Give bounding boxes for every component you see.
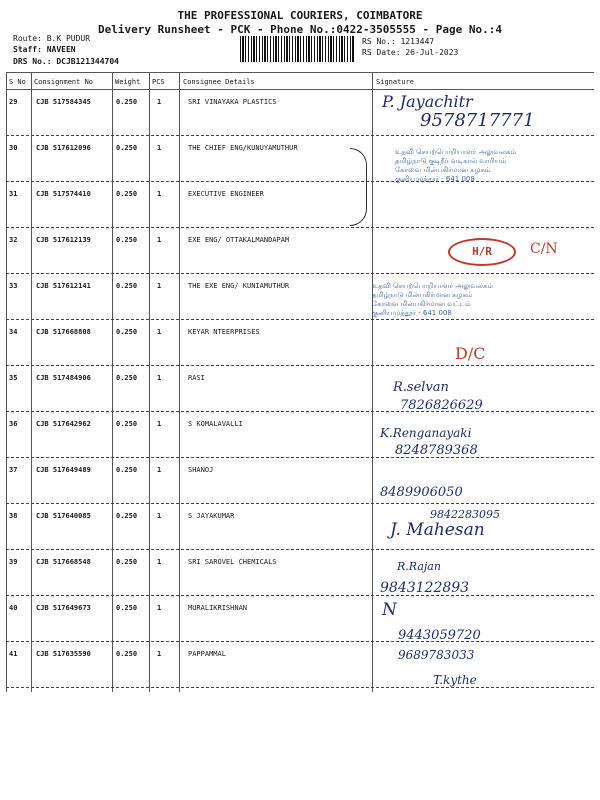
row-separator — [6, 365, 594, 366]
row-sno: 31 — [9, 190, 18, 198]
signature-38-name: J. Mahesan — [390, 520, 485, 540]
hr-circle-mark: H/R — [448, 238, 516, 266]
column-divider — [179, 72, 180, 692]
column-divider — [31, 72, 32, 692]
brace-mark — [350, 148, 367, 226]
signature-40-mark: N — [382, 600, 397, 620]
column-divider — [372, 72, 373, 692]
row-pcs: 1 — [157, 650, 162, 658]
row-consignee: KEYAR NTEERPRISES — [188, 328, 260, 336]
signature-29-name: P. Jayachitr — [382, 92, 473, 111]
signature-36-name: K.Renganayaki — [380, 426, 472, 440]
company-title: THE PROFESSIONAL COURIERS, COIMBATORE — [177, 9, 423, 22]
row-consignment-no: CJB 517635590 — [36, 650, 91, 658]
row-pcs: 1 — [157, 512, 162, 520]
row-pcs: 1 — [157, 282, 162, 290]
row-consignee: PAPPAMMAL — [188, 650, 226, 658]
row-pcs: 1 — [157, 374, 162, 382]
row-separator — [6, 227, 594, 228]
row-pcs: 1 — [157, 420, 162, 428]
row-separator — [6, 457, 594, 458]
row-consignee: S KOMALAVALLI — [188, 420, 243, 428]
row-pcs: 1 — [157, 466, 162, 474]
row-consignment-no: CJB 517612141 — [36, 282, 91, 290]
row-separator — [6, 273, 594, 274]
row-consignment-no: CJB 517584345 — [36, 98, 91, 106]
row-consignment-no: CJB 517574410 — [36, 190, 91, 198]
column-divider — [149, 72, 150, 692]
row-consignment-no: CJB 517649673 — [36, 604, 91, 612]
office-stamp-1: உதவி செயற்பொறியாளர் அலுவலகம் தமிழ்நாடு குடிநீர் வடிகால் வாரியம் கோவை மின்பகிர்மான கழகம் குனியமுத்தூர் - 641 008 — [395, 148, 516, 183]
rs-number: RS No.: 1213447 — [362, 37, 435, 46]
row-sno: 34 — [9, 328, 18, 336]
row-separator — [6, 687, 594, 688]
row-consignment-no: CJB 517668548 — [36, 558, 91, 566]
signature-41-phone: 9689783033 — [398, 648, 475, 662]
row-pcs: 1 — [157, 604, 162, 612]
row-consignment-no: CJB 517612139 — [36, 236, 91, 244]
row-consignment-no: CJB 517642962 — [36, 420, 91, 428]
signature-38-phone: 9842283095 — [430, 508, 500, 521]
signature-29-phone: 9578717771 — [420, 110, 535, 131]
row-pcs: 1 — [157, 236, 162, 244]
row-consignee: SRI VINAYAKA PLASTICS — [188, 98, 277, 106]
row-consignee: S JAYAKUMAR — [188, 512, 235, 520]
row-weight: 0.250 — [116, 236, 138, 244]
row-consignee: EXE ENG/ OTTAKALMANDAPAM — [188, 236, 290, 244]
col-header-sno: S No — [9, 78, 26, 86]
drs-number: DRS No.: DCJB121344704 — [13, 57, 119, 66]
row-weight: 0.250 — [116, 604, 138, 612]
row-weight: 0.250 — [116, 282, 138, 290]
staff-label: Staff: NAVEEN — [13, 45, 76, 54]
row-consignee: EXECUTIVE ENGINEER — [188, 190, 264, 198]
signature-40-phone: 9443059720 — [398, 628, 481, 643]
row-consignment-no: CJB 517640085 — [36, 512, 91, 520]
row-consignment-no: CJB 517612096 — [36, 144, 91, 152]
row-weight: 0.250 — [116, 650, 138, 658]
row-weight: 0.250 — [116, 466, 138, 474]
office-stamp-2: உதவி செயற்பொறியாளர் அலுவலகம் தமிழ்நாடு மின்பகிர்மான கழகம் கோவை மின்பகிர்மான வட்டம் குனியமுத்தூர் - 641 008 — [372, 282, 493, 317]
col-header-consignee: Consignee Details — [183, 78, 255, 86]
row-pcs: 1 — [157, 98, 162, 106]
row-consignment-no: CJB 517668808 — [36, 328, 91, 336]
col-header-weight: Weight — [115, 78, 141, 86]
row-separator — [6, 641, 594, 642]
signature-32-note: C/N — [530, 241, 558, 257]
column-divider — [6, 72, 7, 692]
row-sno: 30 — [9, 144, 18, 152]
row-sno: 36 — [9, 420, 18, 428]
runsheet-subtitle: Delivery Runsheet - PCK - Phone No.:0422-3505555 - Page No.:4 — [98, 23, 502, 36]
signature-39-phone: 9843122893 — [380, 580, 470, 596]
row-weight: 0.250 — [116, 558, 138, 566]
signature-36-phone: 8248789368 — [395, 443, 478, 458]
route-label: Route: B.K PUDUR — [13, 34, 91, 43]
row-pcs: 1 — [157, 144, 162, 152]
row-separator — [6, 411, 594, 412]
barcode-image — [240, 36, 355, 62]
row-pcs: 1 — [157, 328, 162, 336]
table-header-border — [6, 89, 594, 90]
row-sno: 37 — [9, 466, 18, 474]
row-weight: 0.250 — [116, 144, 138, 152]
row-separator — [6, 595, 594, 596]
col-header-consignment: Consignment No — [34, 78, 94, 86]
row-weight: 0.250 — [116, 512, 138, 520]
row-separator — [6, 549, 594, 550]
row-separator — [6, 319, 594, 320]
rs-date: RS Date: 26-Jul-2023 — [362, 48, 459, 57]
signature-39-name: R.Rajan — [397, 560, 441, 573]
row-sno: 35 — [9, 374, 18, 382]
signature-41-name: T.kythe — [433, 673, 477, 687]
row-sno: 29 — [9, 98, 18, 106]
signature-35-name: R.selvan — [393, 380, 449, 395]
col-header-signature: Signature — [376, 78, 414, 86]
row-sno: 40 — [9, 604, 18, 612]
row-sno: 38 — [9, 512, 18, 520]
row-pcs: 1 — [157, 190, 162, 198]
row-consignee: THE EXE ENG/ KUNIAMUTHUR — [188, 282, 290, 290]
row-separator — [6, 135, 594, 136]
row-consignee: SHANOJ — [188, 466, 214, 474]
column-divider — [112, 72, 113, 692]
row-consignment-no: CJB 517649489 — [36, 466, 91, 474]
row-pcs: 1 — [157, 558, 162, 566]
row-sno: 39 — [9, 558, 18, 566]
col-header-pcs: PCS — [152, 78, 165, 86]
row-consignment-no: CJB 517484906 — [36, 374, 91, 382]
row-sno: 41 — [9, 650, 18, 658]
row-weight: 0.250 — [116, 328, 138, 336]
row-weight: 0.250 — [116, 98, 138, 106]
row-consignee: MURALIKRISHNAN — [188, 604, 248, 612]
signature-35-phone: 7826826629 — [400, 398, 483, 413]
row-consignee: RASI — [188, 374, 205, 382]
table-top-border — [6, 72, 594, 73]
row-separator — [6, 503, 594, 504]
row-sno: 32 — [9, 236, 18, 244]
signature-34-note: D/C — [455, 344, 486, 363]
signature-37-phone: 8489906050 — [380, 485, 463, 500]
row-consignee: SRI SAROVEL CHEMICALS — [188, 558, 277, 566]
row-sno: 33 — [9, 282, 18, 290]
row-weight: 0.250 — [116, 420, 138, 428]
row-consignee: THE CHIEF ENG/KUNUYAMUTHUR — [188, 144, 298, 152]
row-weight: 0.250 — [116, 190, 138, 198]
row-weight: 0.250 — [116, 374, 138, 382]
